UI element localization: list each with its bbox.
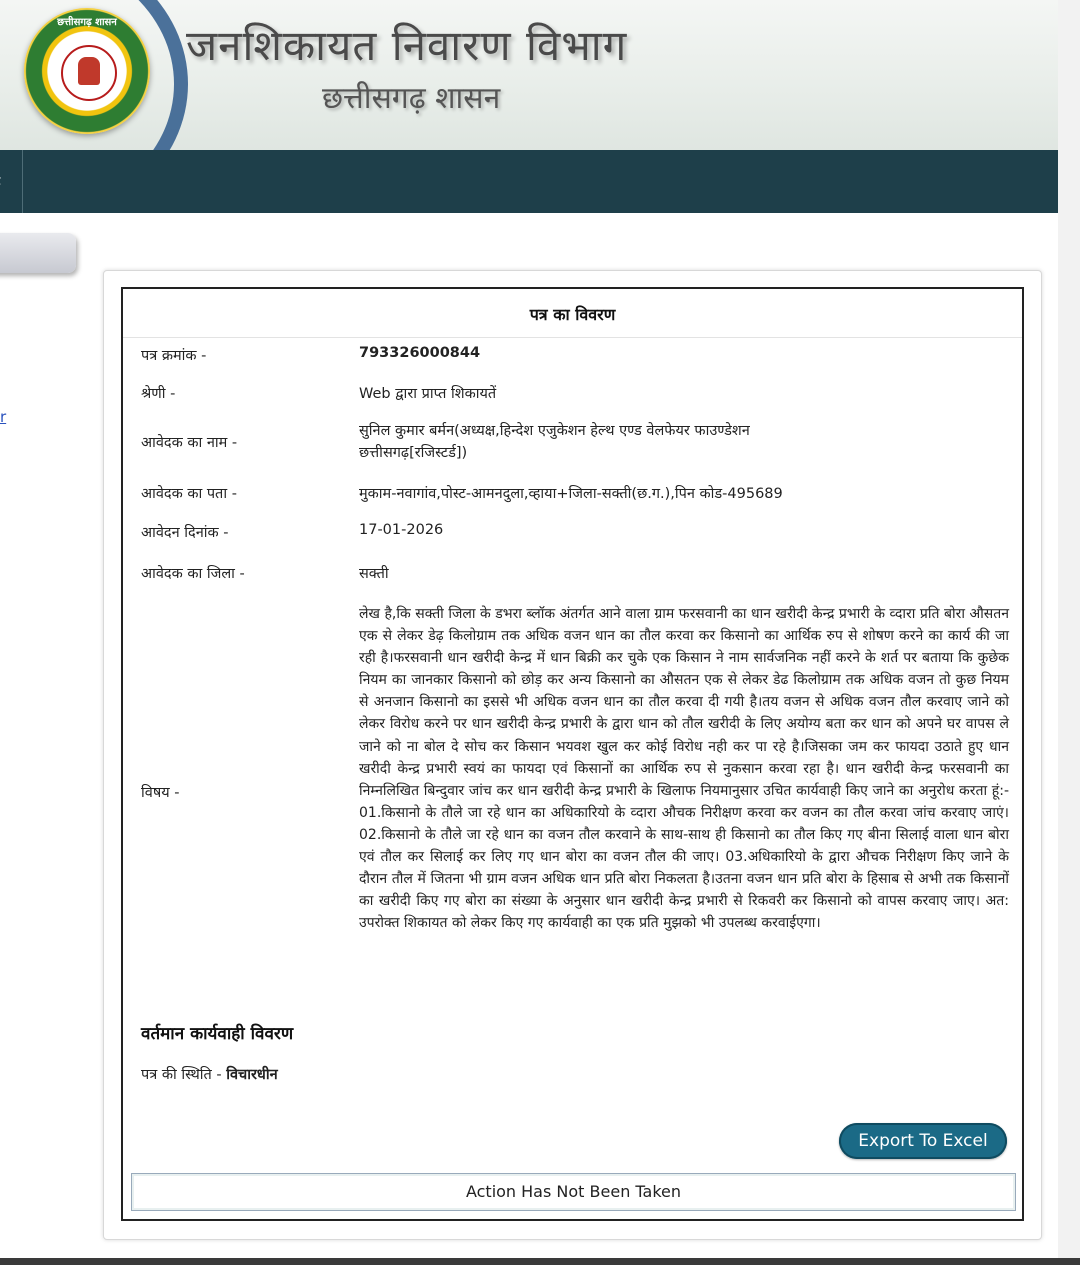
window-bottom-edge: [0, 1258, 1080, 1265]
subject-label: विषय -: [141, 785, 180, 801]
category-label: श्रेणी -: [141, 386, 176, 402]
title-divider: [123, 337, 1022, 338]
current-action-heading: वर्तमान कार्यवाही विवरण: [141, 1024, 294, 1044]
category-value: Web द्वारा प्राप्त शिकायतें: [359, 386, 497, 402]
logo-emblem-circle: [61, 45, 117, 101]
letter-number-value: 793326000844: [359, 345, 481, 361]
application-date-label: आवेदन दिनांक -: [141, 525, 229, 541]
nav-item-first[interactable]: [0, 150, 23, 213]
letter-details-box: [121, 287, 1024, 1221]
export-to-excel-button[interactable]: Export To Excel: [839, 1123, 1007, 1159]
applicant-name-label: आवेदक का नाम -: [141, 435, 238, 451]
sidebar-tab[interactable]: [0, 233, 76, 273]
window-right-edge: [1058, 0, 1080, 1265]
letter-status-value: विचारधीन: [226, 1067, 278, 1083]
subject-text: लेख है,कि सक्ती जिला के डभरा ब्लॉक अंतर्गत आने वाला ग्राम फरसवानी का धान खरीदी केन्द्र प्रभारी के व्दारा प्रति बोरा औसतन एक से लेकर डेढ़ किलोग्राम तक अधिक वजन धान का तौल करवा कर किसानो का आर्थिक रुप से शोषण करने का कार्य की जा रही है।फरसवानी धान खरीदी केन्द्र में धान बिक्री कर चुके एक किसान ने नाम सार्वजनिक नहीं करने के शर्त पर बताया कि कुछेक नियम का जानकार किसानो को छोड़ कर अन्य किसानो का औसतन एक से लेकर डेढ किलोग्राम तक अधिक वजन तो कुछ नियम से अनजान किसानो का इससे भी अधिक वजन धान का तौल करवा दी गयी है।तय वजन से अधिक वजन तौल करवाए जाने को लेकर विरोध करने पर धान खरीदी केन्द्र प्रभारी के द्वारा धान को तौल खरीदी के लिए अयोग्य बता कर धान को अपने घर वापस ले जाने को ना बोल दे सोच कर किसान भयवश खुल कर कोई विरोध नही कर पा रहे है।जिसका जम कर फायदा उठाते हुए धान खरीदी केन्द्र प्रभारी स्वयं का फायदा एवं किसानों का आर्थिक रुप से नुकसान करवा रहा है। धान खरीदी केन्द्र फरसवानी का निम्नलिखित बिन्दुवार जांच कर धान खरीदी केन्द्र प्रभारी के खिलाफ नियमानुसार उचित कार्यवाही किए जाने का अनुरोध करता हूं:- 01.किसानो के तौले जा रहे धान का अधिकारियो के व्दारा औचक निरीक्षण करवा कर वजन का तौल करवा जांच करवाए जाएं। 02.किसानो के तौले जा रहे धान का वजन तौल करवाने के साथ-साथ ही किसानो का तौल किए गए बीना सिलाई वाला धान बोरा एवं तौल कर सिलाई कर लिए गए धान बोरा का वजन तौल की जाए। 03.अधिकारियो के द्वारा औचक निरीक्षण किए जाने के दौरान तौल में जितना भी ग्राम वजन अधिक धान प्रति बोरा निकलता है।उतना वजन धान प्रति बोरा के हिसाब से अभी तक किसानों का खरीदी किए गए बोरा का संख्या के अनुसार धान खरीदी केन्द्र प्रभारी से रिकवरी कर किसानो को वापस करवाए जाए। अत: उपरोक्त शिकायत को लेकर किए गए कार्यवाही का एक प्रति मुझको भी उपलब्ध करवाईएगा।: [359, 606, 1009, 932]
site-header: [0, 0, 1058, 150]
applicant-name-value: सुनिल कुमार बर्मन(अध्यक्ष,हिन्देश एजुकेशन हेल्थ एण्ड वेलफेयर फाउण्डेशन छत्तीसगढ़[रजिस्टर्ड]): [359, 423, 750, 461]
applicant-district-value: सक्ती: [359, 566, 389, 582]
letter-number-label: पत्र क्रमांक -: [141, 348, 207, 364]
sidebar-link[interactable]: r: [0, 408, 7, 426]
site-title: जनशिकायत निवारण विभाग: [186, 21, 628, 70]
applicant-district-label: आवेदक का जिला -: [141, 566, 245, 582]
applicant-address-value: मुकाम-नवागांव,पोस्ट-आमनदुला,व्हाया+जिला-सक्ती(छ.ग.),पिन कोड-495689: [359, 486, 783, 502]
state-emblem-logo[interactable]: [24, 8, 150, 134]
applicant-address-label: आवेदक का पता -: [141, 486, 237, 502]
letter-status-row: [141, 1064, 278, 1084]
logo-text: छत्तीसगढ़ शासन: [57, 17, 117, 28]
ashoka-emblem-icon: [78, 57, 100, 85]
panel-title: पत्र का विवरण: [529, 305, 616, 324]
site-subtitle: छत्तीसगढ़ शासन: [322, 81, 501, 116]
letter-status-label: पत्र की स्थिति -: [141, 1067, 222, 1083]
action-status-message: Action Has Not Been Taken: [131, 1173, 1016, 1211]
main-navbar: [0, 150, 1058, 213]
application-date-value: 17-01-2026: [359, 522, 444, 538]
